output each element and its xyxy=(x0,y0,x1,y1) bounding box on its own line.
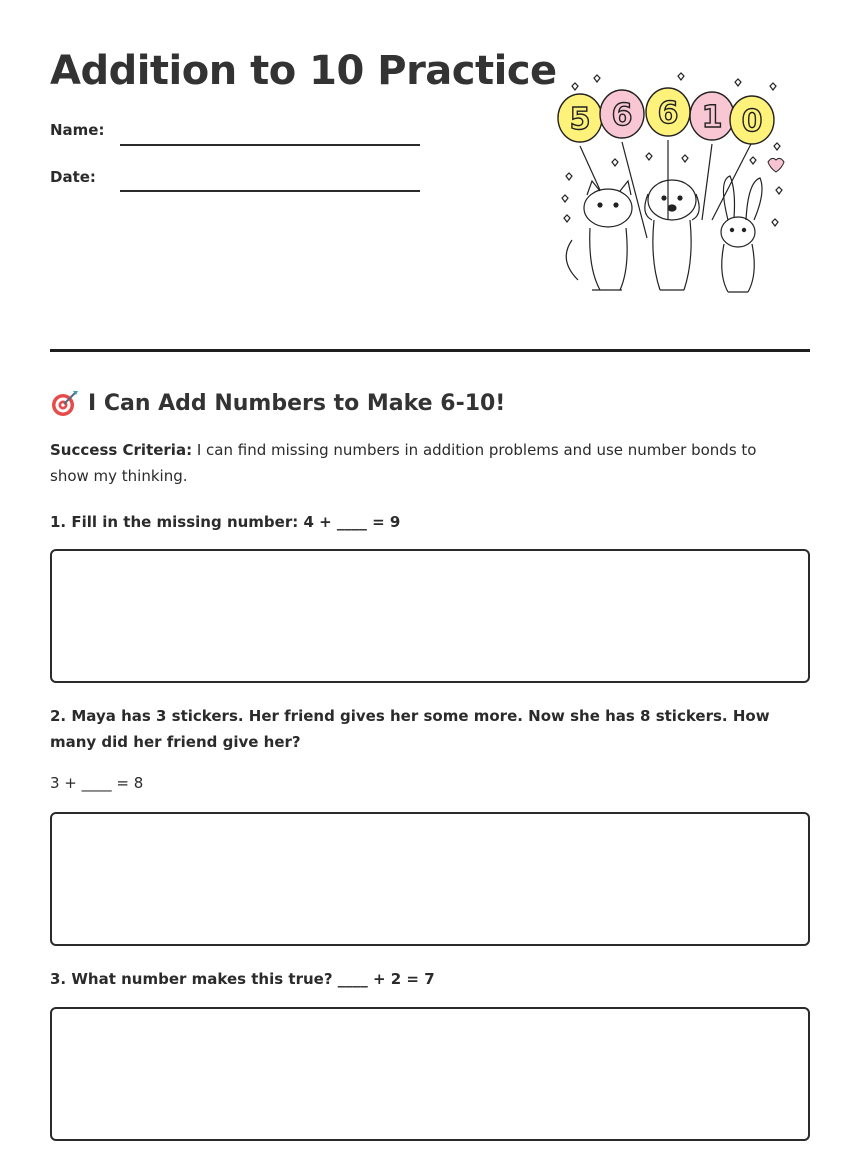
balloon-digit: 0 xyxy=(741,104,763,139)
criteria-label: Success Criteria: xyxy=(50,441,193,459)
answer-box-2[interactable] xyxy=(50,812,810,946)
question-2: 2. Maya has 3 stickers. Her friend gives her some more. Now she has 8 stickers. How many did her friend give her? xyxy=(50,707,770,751)
answer-box-3[interactable] xyxy=(50,1007,810,1141)
date-line[interactable] xyxy=(120,190,420,192)
balloon-digit: 6 xyxy=(611,98,633,133)
question-3: 3. What number makes this true? ____ + 2 = 7 xyxy=(50,970,435,988)
balloons-animals-illustration xyxy=(552,70,792,300)
balloon-digit: 6 xyxy=(657,96,679,131)
section-title-text: I Can Add Numbers to Make 6-10! xyxy=(88,390,506,416)
question-2-equation: 3 + ____ = 8 xyxy=(50,774,144,792)
answer-box-1[interactable] xyxy=(50,549,810,683)
worksheet-title: Addition to 10 Practice xyxy=(50,48,557,94)
target-icon xyxy=(50,388,80,418)
success-criteria xyxy=(50,437,790,489)
date-label: Date: xyxy=(50,168,96,186)
header-divider xyxy=(50,349,810,352)
name-line[interactable] xyxy=(120,144,420,146)
name-label: Name: xyxy=(50,121,105,139)
balloon-digit: 5 xyxy=(569,102,591,137)
criteria-text: I can find missing numbers in addition problems and use number bonds to show my thinking. xyxy=(50,441,757,485)
balloon-digit: 1 xyxy=(701,100,723,135)
date-field xyxy=(50,168,96,186)
question-1: 1. Fill in the missing number: 4 + ____ = 9 xyxy=(50,513,401,531)
name-field xyxy=(50,121,104,139)
section-title xyxy=(50,388,505,418)
